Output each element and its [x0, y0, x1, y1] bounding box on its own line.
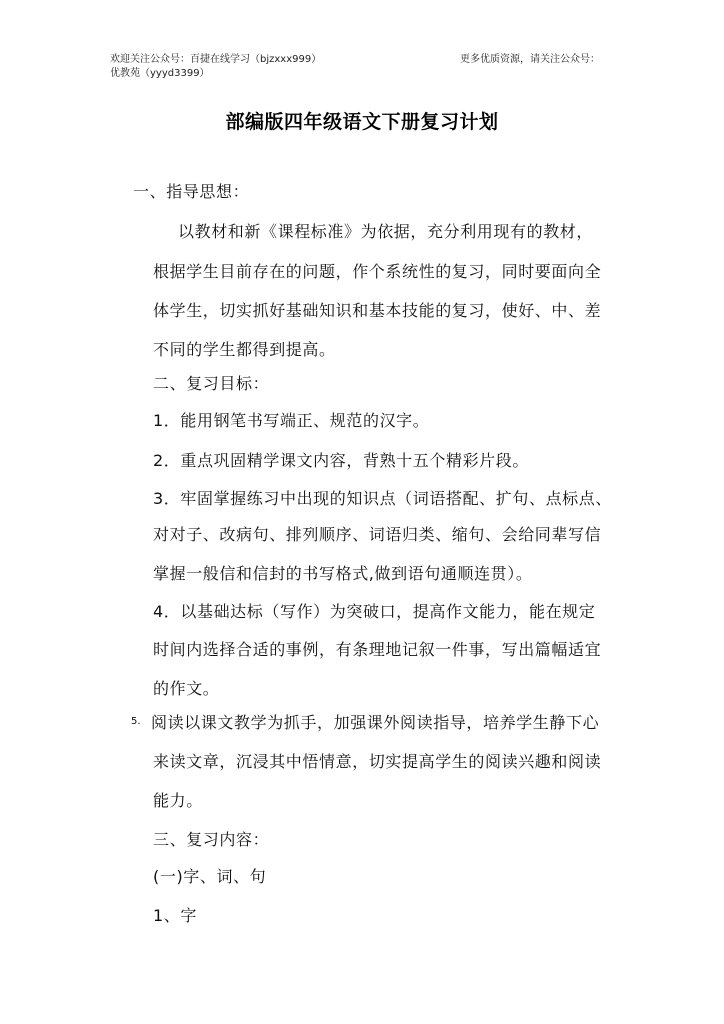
header-right-line1: 更多优质资源，请关注公众号：: [460, 54, 600, 65]
goal-4-line2: 时间内选择合适的事例，有条理地记叙一件事，写出篇幅适宜: [153, 640, 602, 659]
goal-3-line3: 掌握一般信和信封的书写格式,做到语句通顺连贯）。: [153, 564, 533, 583]
header-left-line1: 欢迎关注公众号：百捷在线学习（bjzxxx999）: [110, 54, 322, 65]
goal-1: 1．能用钢笔书写端正、规范的汉字。: [153, 411, 430, 430]
goal-2: 2．重点巩固精学课文内容，背熟十五个精彩片段。: [153, 451, 529, 470]
section1-paragraph-line4: 不同的学生都得到提高。: [153, 340, 336, 359]
goal-5-line2: 来读文章，沉浸其中悟情意，切实提高学生的阅读兴趣和阅读: [153, 752, 602, 771]
section3-heading: 三、复习内容：: [153, 830, 270, 849]
goal-4-line3: 的作文。: [153, 679, 220, 698]
subsection-1-item-1: 1、字: [153, 906, 197, 925]
goal-4-line1: 4．以基础达标（写作）为突破口，提高作文能力，能在规定: [153, 602, 596, 621]
section1-heading: 一、指导思想：: [133, 182, 250, 201]
page-title: 部编版四年级语文下册复习计划: [225, 111, 499, 133]
goal-3-line2: 对对子、改病句、排列顺序、词语归类、缩句、会给同辈写信: [153, 525, 602, 544]
goal-3-line1: 3．牢固掌握练习中出现的知识点（词语搭配、扩句、点标点、: [153, 489, 612, 508]
header-left-line2: 优教苑（yyyd3399）: [110, 68, 210, 79]
section1-paragraph-line1: 以教材和新《课程标准》为依据，充分利用现有的教材，: [178, 222, 594, 241]
goal-5-number: 5.: [131, 716, 141, 727]
subsection-1-heading: (一)字、词、句: [153, 867, 267, 886]
goal-5-line1: 阅读以课文教学为抓手，加强课外阅读指导，培养学生静下心: [151, 713, 600, 732]
section1-paragraph-line3: 体学生，切实抓好基础知识和基本技能的复习，使好、中、差: [153, 301, 602, 320]
section1-paragraph-line2: 根据学生目前存在的问题，作个系统性的复习，同时要面向全: [153, 262, 602, 281]
goal-5-line3: 能力。: [153, 791, 203, 810]
section2-heading: 二、复习目标：: [153, 374, 270, 393]
